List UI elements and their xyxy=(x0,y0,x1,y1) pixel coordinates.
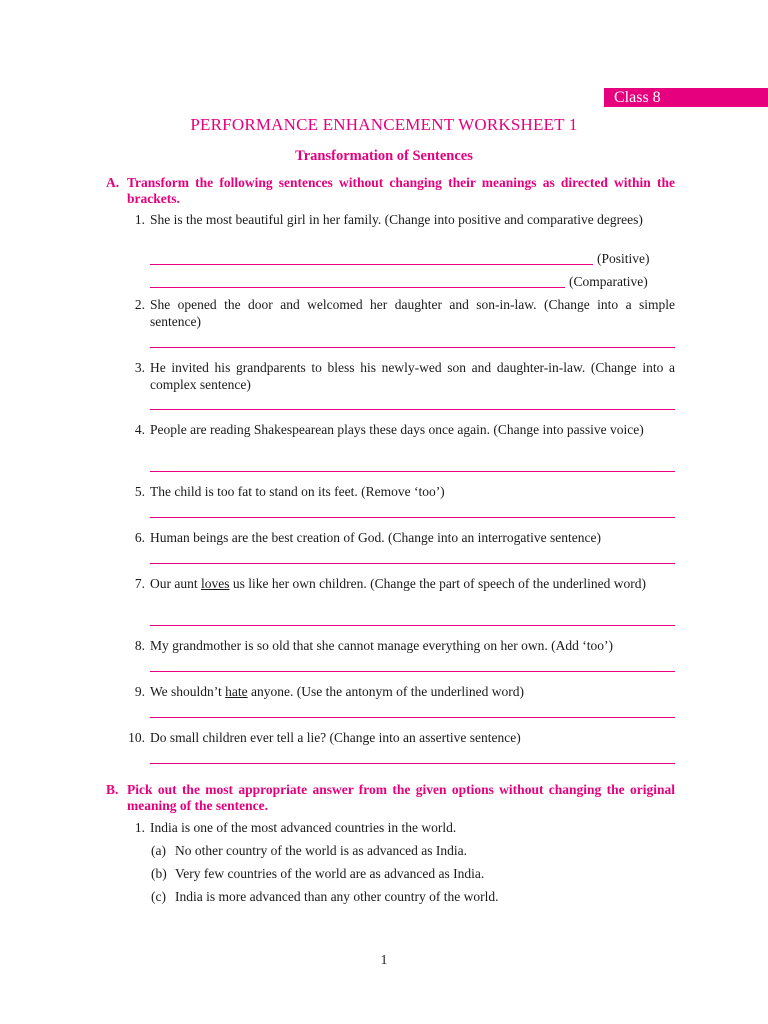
question-text: She is the most beautiful girl in her family. (Change into positive and comparative degrees) xyxy=(150,212,643,227)
question-text: We shouldn’t hate anyone. (Use the antonym of the underlined word) xyxy=(150,684,524,699)
question-number: 8. xyxy=(134,638,145,653)
question-text: People are reading Shakespearean plays these days once again. (Change into passive voice) xyxy=(150,422,644,437)
option-letter[interactable]: (b) xyxy=(151,866,167,881)
section-b-letter: B. xyxy=(106,782,119,797)
question-text: India is one of the most advanced countries in the world. xyxy=(150,820,457,835)
question-text: She opened the door and welcomed her daughter and son-in-law. (Change into a simple sentence) xyxy=(150,297,675,329)
question-text: He invited his grandparents to bless his newly-wed son and daughter-in-law. (Change into a complex sentence) xyxy=(150,360,675,392)
answer-line[interactable] xyxy=(150,763,675,764)
worksheet-title: PERFORMANCE ENHANCEMENT WORKSHEET 1 xyxy=(190,115,578,134)
underlined-word: loves xyxy=(201,576,230,591)
option-text[interactable]: Very few countries of the world are as advanced as India. xyxy=(175,866,485,881)
answer-line[interactable] xyxy=(150,347,675,348)
question-number: 2. xyxy=(134,297,145,312)
question-number: 7. xyxy=(134,576,145,591)
answer-line[interactable] xyxy=(150,563,675,564)
section-b-instruction: Pick out the most appropriate answer from the given options without changing the original meaning of the sentence. xyxy=(127,782,675,813)
question-number: 1. xyxy=(134,212,145,227)
answer-line[interactable] xyxy=(150,471,675,472)
answer-line[interactable] xyxy=(150,409,675,410)
question-number: 6. xyxy=(134,530,145,545)
question-text: Do small children ever tell a lie? (Change into an assertive sentence) xyxy=(150,730,521,745)
answer-line[interactable] xyxy=(150,517,675,518)
class-badge: Class 8 xyxy=(604,88,768,107)
question-text: My grandmother is so old that she cannot manage everything on her own. (Add ‘too’) xyxy=(150,638,614,653)
question-text: Our aunt loves us like her own children. (Change the part of speech of the underlined word) xyxy=(150,576,646,591)
answer-label-comparative: (Comparative) xyxy=(569,274,648,289)
option-letter[interactable]: (a) xyxy=(151,843,166,858)
answer-label-positive: (Positive) xyxy=(597,251,650,266)
option-text[interactable]: India is more advanced than any other country of the world. xyxy=(175,889,499,904)
answer-line[interactable] xyxy=(150,625,675,626)
question-number: 5. xyxy=(134,484,145,499)
section-a-letter: A. xyxy=(106,175,120,190)
answer-line[interactable] xyxy=(150,671,675,672)
option-text[interactable]: No other country of the world is as advanced as India. xyxy=(175,843,468,858)
question-number: 4. xyxy=(134,422,145,437)
question-number: 9. xyxy=(134,684,145,699)
question-number: 1. xyxy=(134,820,145,835)
answer-line[interactable] xyxy=(150,717,675,718)
option-letter[interactable]: (c) xyxy=(151,889,166,904)
question-number: 3. xyxy=(134,360,145,375)
underlined-word: hate xyxy=(225,684,248,699)
section-a-instruction: Transform the following sentences without changing their meanings as directed within the brackets. xyxy=(127,175,675,206)
question-number: 10. xyxy=(128,730,145,745)
page-number: 1 xyxy=(380,952,388,967)
question-text: Human beings are the best creation of God. (Change into an interrogative sentence) xyxy=(150,530,601,545)
worksheet-subtitle: Transformation of Sentences xyxy=(295,148,473,164)
answer-line-comparative[interactable] xyxy=(150,287,565,288)
question-text: The child is too fat to stand on its feet. (Remove ‘too’) xyxy=(150,484,445,499)
answer-line-positive[interactable] xyxy=(150,264,593,265)
